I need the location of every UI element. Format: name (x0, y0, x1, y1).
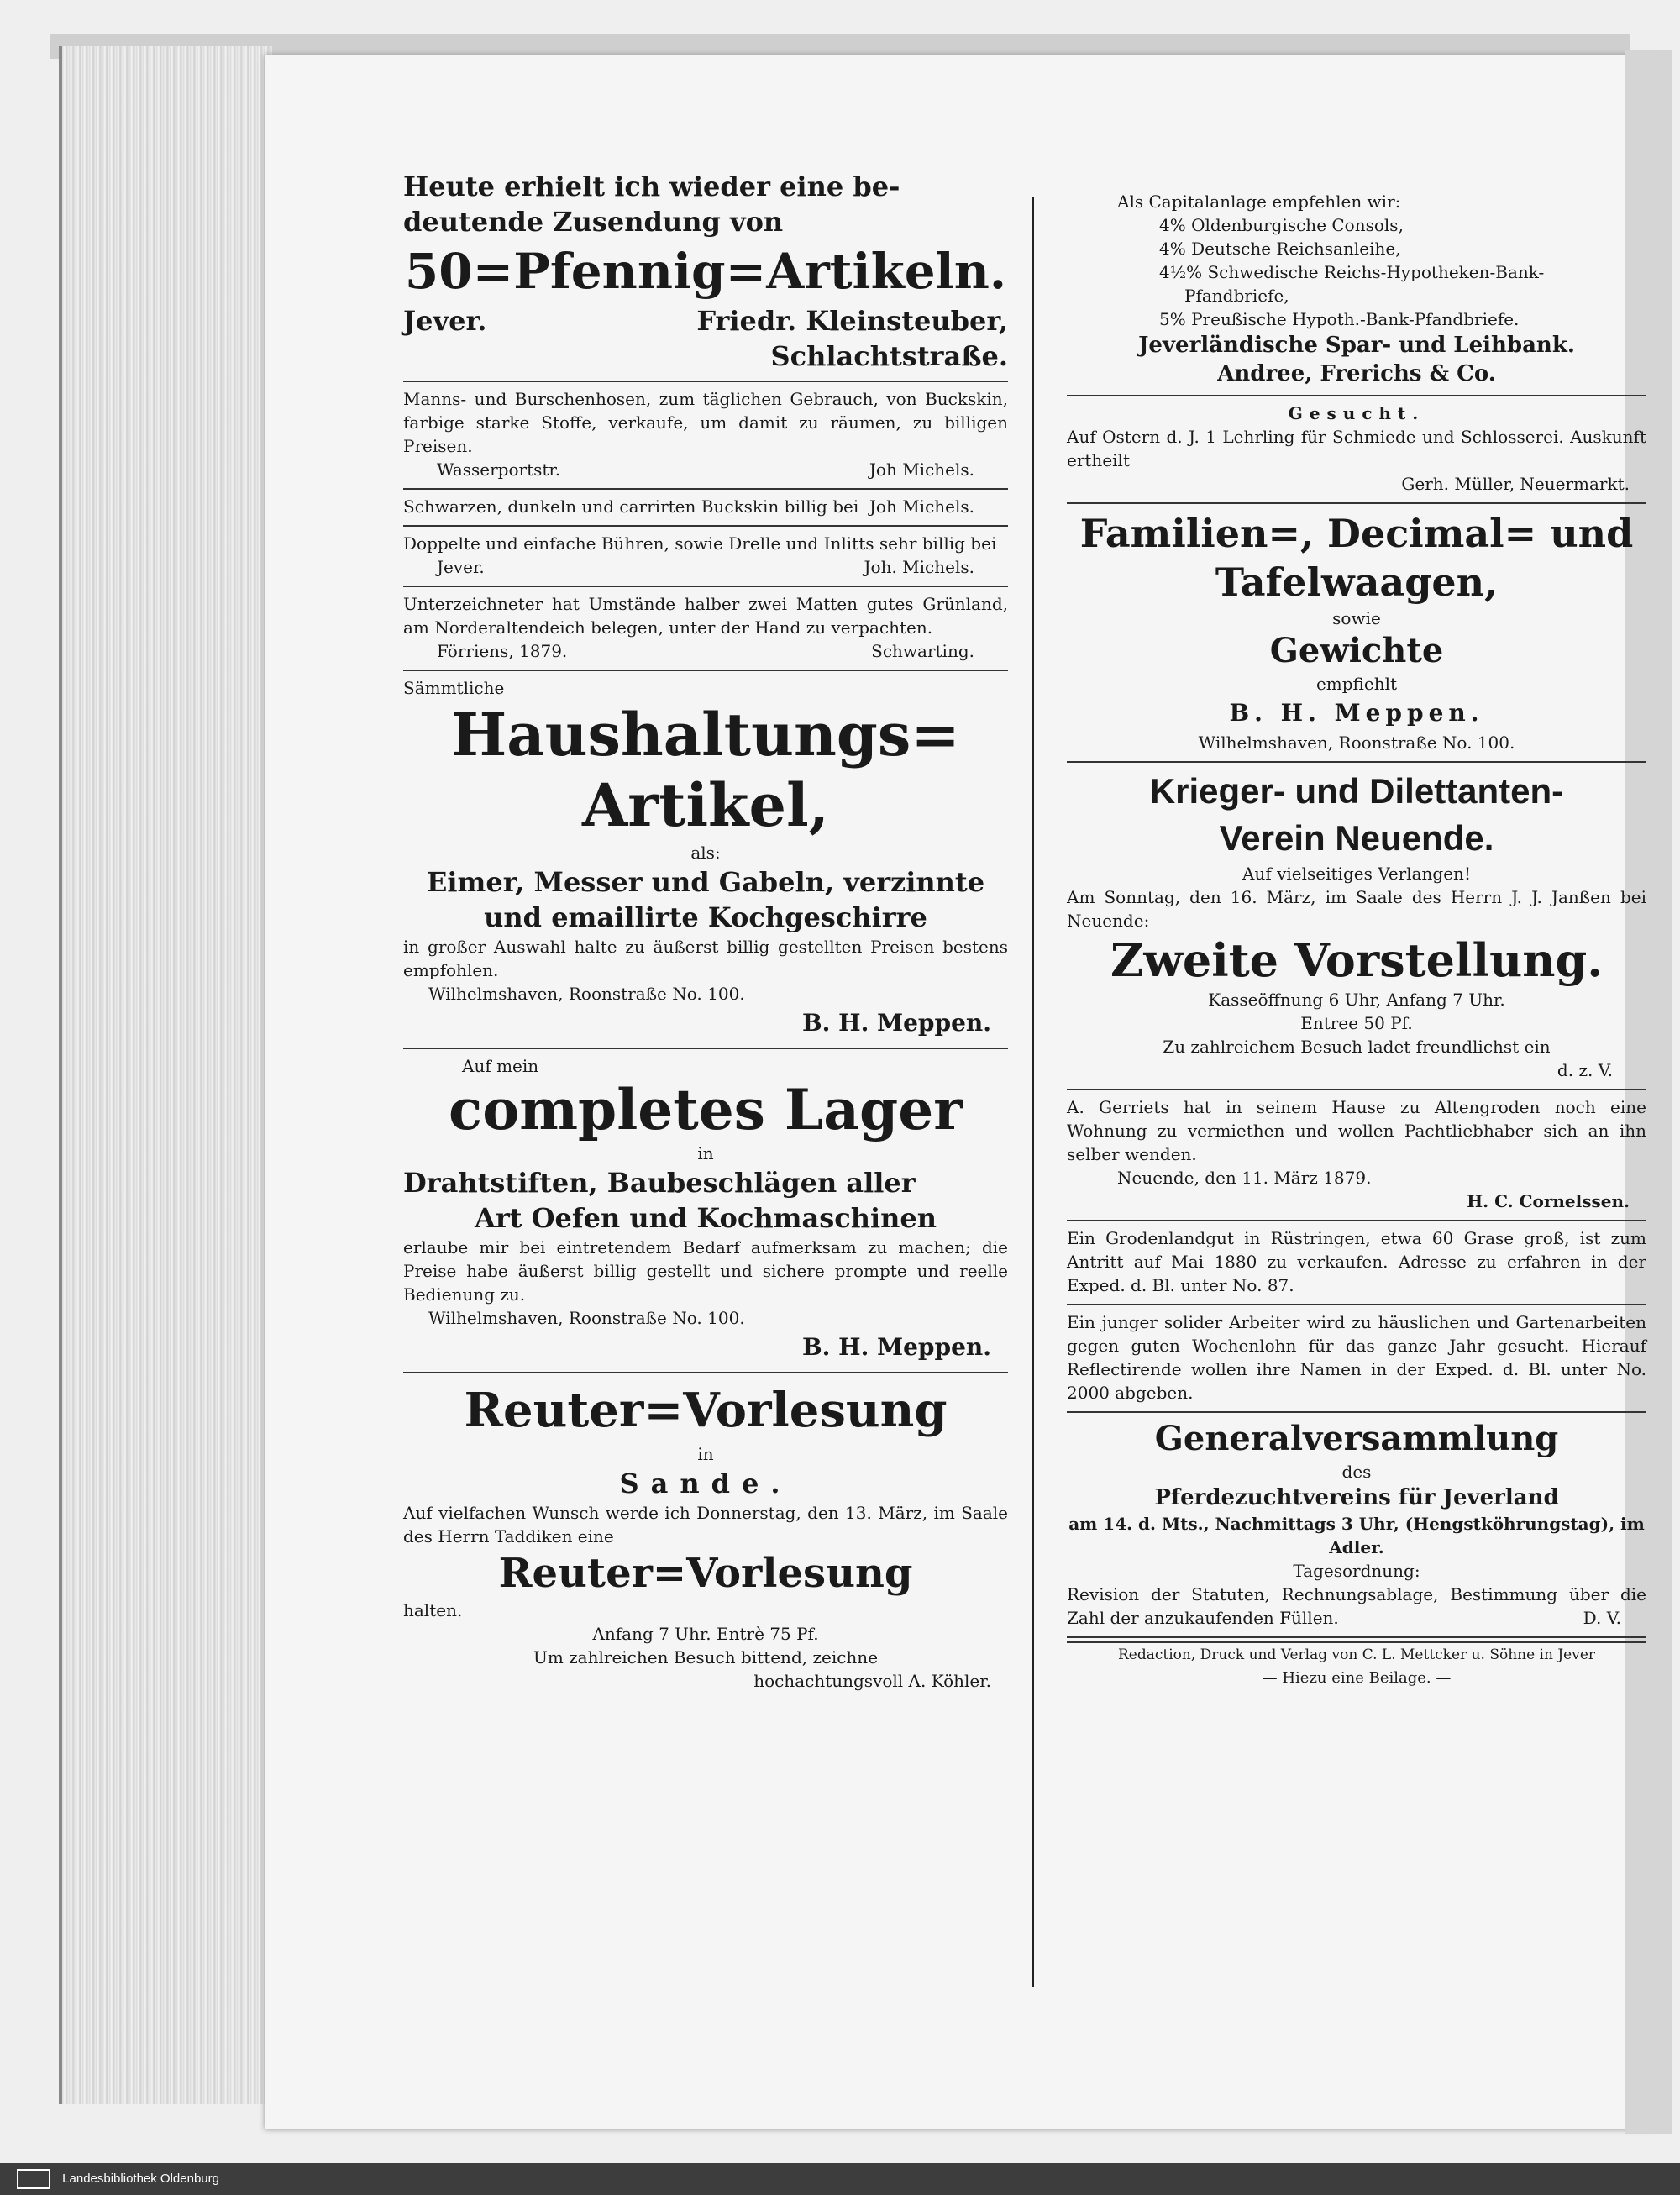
ad-line: am 14. d. Mts., Nachmittags 3 Uhr, (Hengstköhrungstag), im Adler. (1068, 1514, 1645, 1557)
ad-text: Auf vielfachen Wunsch werde ich Donnerstag, den 13. März, im Saale des Herrn Taddiken eine (403, 1503, 1008, 1546)
ad-text: A. Gerriets hat in seinem Hause zu Altengroden noch eine Wohnung zu vermiethen und wollen Pachtliebhaber sich an ihn selber wenden. (1067, 1097, 1646, 1164)
ad-place-big: Sande. (619, 1468, 792, 1499)
ad-text: Am Sonntag, den 16. März, im Saale des Herrn J. J. Janßen bei Neuende: (1067, 887, 1646, 931)
library-name: Landesbibliothek Oldenburg (62, 2171, 219, 2186)
ad-gruenland (403, 587, 1008, 671)
right-column (1067, 185, 1646, 1690)
imprint: Redaction, Druck und Verlag von C. L. Mettcker u. Söhne in Jever (1117, 1646, 1596, 1663)
ad-title: Gesucht. (1288, 403, 1425, 423)
ad-subtitle: Pferdezuchtvereins für Jeverland (1154, 1485, 1559, 1510)
ad-title: Haushaltungs= (451, 700, 960, 769)
ad-capitalanlage (1067, 185, 1646, 396)
ad-text: Auf Ostern d. J. 1 Lehrling für Schmiede und Schlosserei. Auskunft ertheilt (1067, 427, 1646, 470)
ad-advertiser: D. V. (1583, 1608, 1621, 1628)
ad-text: Doppelte und einfache Bühren, sowie Drelle und Inlitts sehr billig bei (403, 533, 997, 554)
ad-text (403, 495, 1008, 518)
ad-text-body: Schwarzen, dunkeln und carrirten Buckskin billig bei (403, 496, 859, 517)
ad-advertiser: Andree, Frerichs & Co. (1217, 361, 1496, 386)
ad-line: d. z. V. (1557, 1060, 1613, 1080)
ad-text: Ein junger solider Arbeiter wird zu häuslichen und Gartenarbeiten gegen guten Wochenlohn für das ganze Jahr gesucht. Hierauf Reflectirende wollen ihre Namen in der Exped. d. Bl. unter No. 2000 abgeben. (1067, 1312, 1646, 1403)
ad-als: als: (690, 843, 721, 863)
ad-place: Wilhelmshaven, Roonstraße No. 100. (1198, 733, 1515, 753)
ad-subtitle: Drahtstiften, Baubeschlägen aller (403, 1167, 916, 1199)
book-page-edges (59, 46, 272, 2104)
ad-title: 50=Pfennig=Artikeln. (404, 243, 1007, 300)
ad-place: Wilhelmshaven, Roonstraße No. 100. (428, 984, 745, 1004)
ad-street: Schlachtstraße. (770, 340, 1008, 372)
ad-text: Unterzeichneter hat Umstände halber zwei Matten gutes Grünland, am Norderaltendeich belegen, unter der Hand zu verpachten. (403, 594, 1008, 638)
ad-advertiser: Gerh. Müller, Neuermarkt. (1401, 474, 1630, 494)
ad-arbeiter (1067, 1305, 1646, 1413)
ad-waagen (1067, 504, 1646, 763)
ad-title: Zweite Vorstellung. (1110, 933, 1604, 987)
ad-place: Jever. (403, 305, 487, 337)
ad-advertiser: H. C. Cornelssen. (1467, 1191, 1630, 1211)
ad-subtitle: und emaillirte Kochgeschirre (484, 901, 927, 933)
ad-hosen (403, 382, 1008, 490)
ad-krieger-verein (1067, 763, 1646, 1090)
ad-des: des (1341, 1462, 1372, 1482)
ad-title: Reuter=Vorlesung (498, 1550, 913, 1597)
ad-wohnung (1067, 1090, 1646, 1221)
ad-subtitle: Art Oefen und Kochmaschinen (474, 1202, 937, 1234)
ad-line: Entree 50 Pf. (1300, 1013, 1413, 1033)
ad-intro-line: Heute erhielt ich wieder eine be- (403, 171, 900, 202)
column-divider (1032, 197, 1034, 1987)
ad-agenda-heading: Tagesordnung: (1293, 1561, 1420, 1581)
ad-place: Jever. (437, 557, 485, 577)
ad-grodenlandgut (1067, 1221, 1646, 1305)
ad-title: Krieger- und Dilettanten- (1149, 771, 1564, 811)
ad-advertiser: Schwarting. (871, 641, 974, 661)
ad-50-pfennig (403, 164, 1008, 382)
ad-buckskin (403, 490, 1008, 527)
library-building-icon (17, 2169, 50, 2189)
ad-haushaltungsartikel (403, 671, 1008, 1049)
ad-subtitle: Eimer, Messer und Gabeln, verzinnte (426, 866, 985, 898)
ad-title: Gewichte (1269, 631, 1444, 670)
ad-line: Pfandbriefe, (1184, 286, 1289, 306)
ad-text: Manns- und Burschenhosen, zum täglichen Gebrauch, von Buckskin, farbige starke Stoffe, verkaufe, um damit zu räumen, zu billigen Preisen. (403, 389, 1008, 456)
ad-advertiser: B. H. Meppen. (802, 1009, 991, 1037)
ad-line: 4% Deutsche Reichsanleihe, (1159, 239, 1401, 259)
ad-line: Zu zahlreichem Besuch ladet freundlichst ein (1163, 1037, 1551, 1057)
ad-line: Auf vielseitiges Verlangen! (1242, 864, 1471, 884)
ad-title: Verein Neuende. (1219, 818, 1494, 858)
ad-empfiehlt: empfiehlt (1315, 674, 1398, 694)
ad-line: 5% Preußische Hypoth.-Bank-Pfandbriefe. (1159, 309, 1520, 329)
ad-pretext: Sämmtliche (403, 678, 505, 698)
ad-title: completes Lager (449, 1077, 963, 1142)
ad-sowie: sowie (1332, 608, 1381, 628)
ad-title: Tafelwaagen, (1215, 559, 1499, 605)
ad-title: Artikel, (581, 770, 830, 840)
ad-halten: halten. (403, 1600, 463, 1620)
ad-text (1067, 1583, 1646, 1630)
ad-pretext: Auf mein (462, 1056, 539, 1076)
ad-in: in (697, 1143, 714, 1163)
ad-text: in großer Auswahl halte zu äußerst billig gestellten Preisen bestens empfohlen. (403, 937, 1008, 980)
ad-title: Familien=, Decimal= und (1079, 511, 1634, 556)
ad-buehren (403, 527, 1008, 587)
ad-time: Anfang 7 Uhr. Entrè 75 Pf. (592, 1624, 819, 1644)
ad-advertiser: Jeverländische Spar- und Leihbank. (1138, 333, 1575, 358)
ad-place: Förriens, 1879. (437, 641, 568, 661)
ad-advertiser: Friedr. Kleinsteuber, (696, 305, 1008, 337)
library-footer (0, 2163, 1680, 2195)
ad-title: Reuter=Vorlesung (464, 1383, 948, 1438)
left-column (403, 164, 1008, 1699)
ad-advertiser: B. H. Meppen. (802, 1333, 991, 1361)
ad-intro-line: deutende Zusendung von (403, 206, 784, 238)
ad-advertiser: B. H. Meppen. (1229, 699, 1484, 727)
ad-text: Ein Grodenlandgut in Rüstringen, etwa 60 Grase groß, ist zum Antritt auf Mai 1880 zu verkaufen. Adresse zu erfahren in der Exped. d. Bl. unter No. 87. (1067, 1228, 1646, 1295)
beilage-note: — Hiezu eine Beilage. — (1262, 1669, 1452, 1687)
ad-text-body: Revision der Statuten, Rechnungsablage, Bestimmung über die Zahl der anzukaufenden Füllen. (1067, 1584, 1646, 1628)
ad-in: in (697, 1444, 714, 1464)
ad-place: Wasserportstr. (437, 459, 561, 480)
ad-reuter-vorlesung (403, 1373, 1008, 1699)
ad-closing: Um zahlreichen Besuch bittend, zeichne (533, 1647, 879, 1667)
ad-completes-lager (403, 1049, 1008, 1373)
ad-line: 4% Oldenburgische Consols, (1159, 215, 1404, 235)
ad-line: Kasseöffnung 6 Uhr, Anfang 7 Uhr. (1208, 990, 1505, 1010)
ad-place: Neuende, den 11. März 1879. (1117, 1168, 1372, 1188)
ad-line: Als Capitalanlage empfehlen wir: (1117, 192, 1401, 212)
ad-generalversammlung (1067, 1413, 1646, 1638)
ad-advertiser: hochachtungsvoll A. Köhler. (753, 1671, 991, 1691)
ad-line: 4½% Schwedische Reichs-Hypotheken-Bank- (1159, 262, 1545, 282)
ad-advertiser: Joh Michels. (869, 496, 974, 517)
ad-gesucht-lehrling (1067, 396, 1646, 504)
ad-text: erlaube mir bei eintretendem Bedarf aufmerksam zu machen; die Preise habe äußerst billig gestellt und sichere prompte und reelle Bedienung zu. (403, 1237, 1008, 1305)
ad-advertiser: Joh Michels. (869, 459, 974, 480)
ad-title: Generalversammlung (1154, 1419, 1559, 1458)
ad-advertiser: Joh. Michels. (864, 557, 974, 577)
ad-place: Wilhelmshaven, Roonstraße No. 100. (428, 1308, 745, 1328)
